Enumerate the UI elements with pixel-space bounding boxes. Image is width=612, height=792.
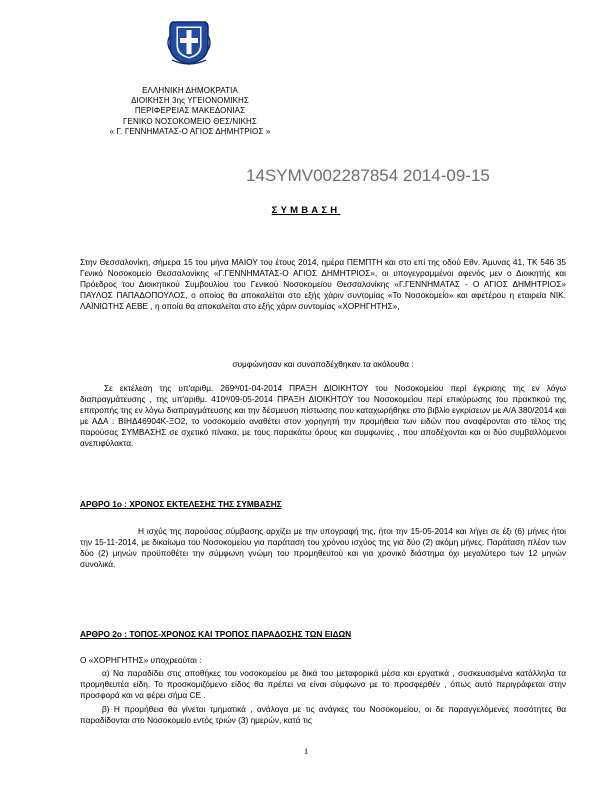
article-2-item-b	[80, 704, 566, 726]
execution-paragraph	[80, 383, 566, 450]
header-line: « Γ. ΓΕΝΝΗΜΑΤΑΣ-Ο ΑΓΙΟΣ ΔΗΜΗΤΡΙΟΣ »	[109, 126, 271, 136]
header-line: ΠΕΡΙΦΕΡΕΙΑΣ ΜΑΚΕΔΟΝΙΑΣ	[134, 106, 246, 116]
article-2-lead	[80, 655, 566, 666]
header-line: ΕΛΛΗΝΙΚΗ ΔΗΜΟΚΡΑΤΙΑ	[142, 86, 238, 95]
page-number: 1	[303, 746, 309, 756]
header-line: ΓΕΝΙΚΟ ΝΟΣΟΚΟΜΕΙΟ ΘΕΣ/ΝΙΚΗΣ	[123, 116, 257, 126]
execution-text: Σε εκτέλεση της υπ'αριθμ. 269ª/01-04-2014 ΠΡΑΞΗ ΔΙΟΙΚΗΤΟΥ του Νοσοκομείου περί έγκρισης της εν λόγω διαπραγμάτευσης , της υπ'αριθμ. 410ª/09-05-2014 ΠΡΑΞΗ ΔΙΟΙΚΗΤΟΥ του Νοσοκομείου περί επικύρωσης του πρακτικού της επιτροπής της εν λόγω διαπραγμάτευσης και την δέσμευση πίστωσης που καταχωρήθηκε στο βιβλίο εγκρίσεων με Α/Α 380/2014 και με ΑΔΑ : ΒΙΗΔ46904Κ-ΞΟ2, το νοσοκομείο αναθέτει στον χορηγητή την προμήθεια των ειδών που αναφέρονται στο τέλος της παρούσας ΣΥΜΒΑΣΗΣ σε σχετικό πίνακα, με τους παρακάτω όρους και συμφωνίες , που αποδέχονται και οι δύο συμβαλλόμενοι ανεπιφύλακτα.	[80, 383, 566, 449]
article-2-heading: ΑΡΘΡΟ 2ο : ΤΟΠΟΣ-ΧΡΟΝΟΣ ΚΑΙ ΤΡΟΠΟΣ ΠΑΡΑΔΟΣΗΣ ΤΩΝ ΕΙΔΩΝ	[80, 629, 352, 639]
header-line: ΔΙΟΙΚΗΣΗ 3ης ΥΓΕΙΟΝΟΜΙΚΗΣ	[131, 96, 249, 106]
article-1-text: Η ισχύς της παρούσας σύμβασης αρχίζει με την υπογραφή της, ήτοι την 15-05-2014 και λήγει σε έξι (6) μήνες ήτοι την 15-11-2014, με δικαίωμα του Νοσοκομείου για παράταση του χρόνου ισχύος της για δύο (2) ακόμη μήνες. Παράταση πλέον των δύο (2) μηνών προϋποθέτει την σύμφωνη γνώμη του προμηθευτού και για χρονικό διάστημα όχι μεγαλύτερο των 12 μηνών συνολικά.	[80, 526, 566, 570]
intro-text: Στην Θεσσαλονίκη, σήμερα 15 του μήνα ΜΑΙΟΥ του έτους 2014, ημέρα ΠΕΜΠΤΗ και στο επί της οδού Εθν. Άμυνας 41, ΤΚ 546 35 Γενικό Νοσοκομείο Θεσσαλονίκης «Γ.ΓΕΝΝΗΜΑΤΑΣ-Ο ΑΓΙΟΣ ΔΗΜΗΤΡΙΟΣ», οι υπογεγραμμένοι αφενός μεν ο Διοικητής και Πρόεδρος του Διοικητικού Συμβουλίου του Γενικού Νοσοκομείου Θεσσαλονίκης «Γ.ΓΕΝΝΗΜΑΤΑΣ - Ο ΑΓΙΟΣ ΔΗΜΗΤΡΙΟΣ» ΠΑΥΛΟΣ ΠΑΠΑΔΟΠΟΥΛΟΣ, ο οποίος θα αποκαλείται στο εξής χάριν συντομίας «Το Νοσοκομείο» και αφετέρου η εταιρεία ΝΙΚ. ΛΑΪΝΙΩΤΗΣ ΑΕΒΕ , η οποία θα αποκαλείται στο εξής χάριν συντομίας «ΧΟΡΗΓΗΤΗΣ»,	[80, 257, 566, 312]
article-1-heading: ΑΡΘΡΟ 1ο : ΧΡΟΝΟΣ ΕΚΤΕΛΕΣΗΣ ΤΗΣ ΣΥΜΒΑΣΗΣ	[80, 499, 282, 509]
article-2-item-b-text: β) Η προμήθεια θα γίνεται τμηματικά , ανάλογα με τις ανάγκες του Νοσοκομείου, οι δε παραγγελόμενες ποσότητες θα παραδίδονται στο Νοσοκομείο εντός τριών (3) ημερών, κατά τις	[80, 704, 566, 726]
article-2-item-a	[80, 668, 566, 701]
agreed-line: συμφώνησαν και συναποδέχθηκαν τα ακόλουθα :	[232, 359, 414, 369]
article-2-item-a-text: α) Να παραδίδει στις αποθήκες του νοσοκομείου με δικά του μεταφορικά μέσα και εργατικά , συσκευασμένα κατάλληλα τα προμηθευτέα είδη. Το προσκομιζόμενο είδος θα πρέπει να είναι σύμφωνο με το προσφερθέν , όπως αυτό περιγράφεται στην προσφορά και να φέρει σήμα CE .	[80, 668, 566, 701]
article-2-lead-text: Ο «ΧΟΡΗΓΗΤΗΣ» υποχρεούται :	[80, 655, 202, 665]
contract-title: ΣΥΜΒΑΣΗ	[271, 205, 341, 216]
greek-coat-of-arms-icon	[166, 16, 212, 66]
article-1-paragraph	[80, 526, 566, 570]
intro-paragraph	[80, 257, 566, 312]
issuer-header	[60, 86, 320, 137]
document-code: 14SYMV002287854 2014-09-15	[246, 166, 490, 185]
